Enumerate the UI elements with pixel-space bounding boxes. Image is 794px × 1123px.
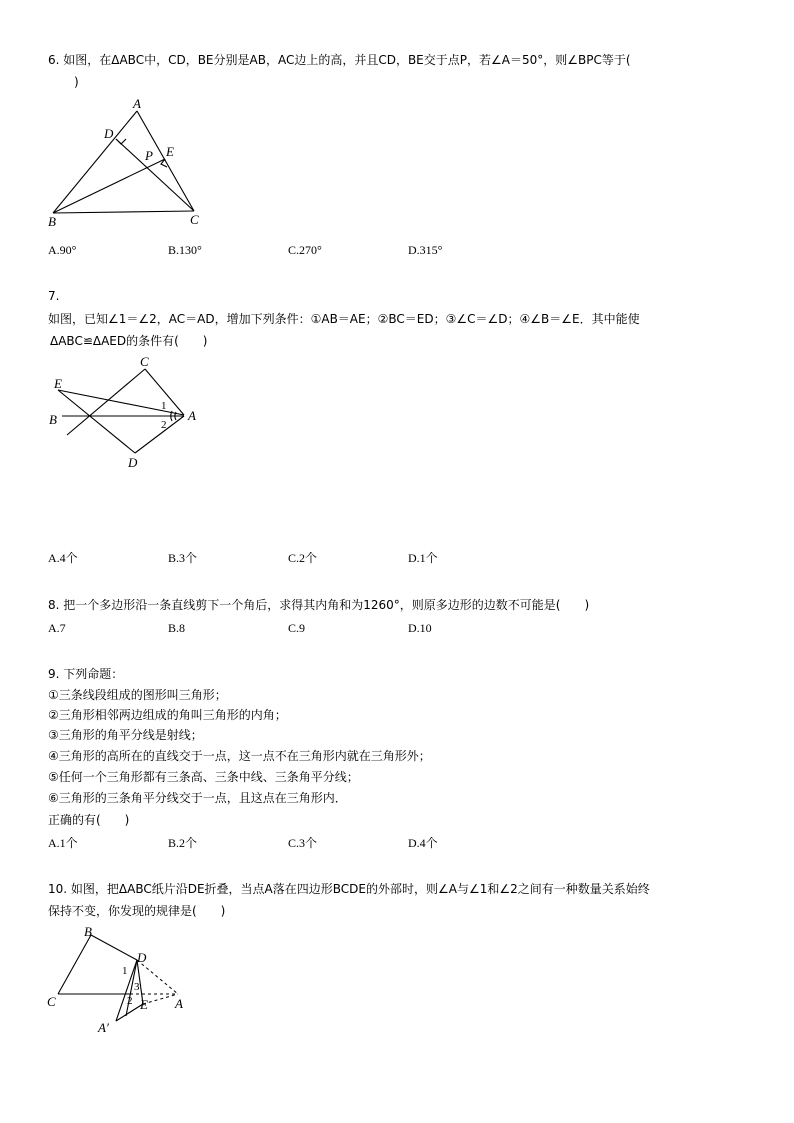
q9-item-1: ①三条线段组成的图形叫三角形； [48, 688, 227, 702]
q9-option-c[interactable]: C.3个 [288, 836, 318, 850]
q9-item-5: ⑤任何一个三角形都有三条高、三条中线、三条角平分线； [48, 770, 359, 784]
q7-angle-1: 1 [161, 400, 167, 412]
q6-label-A: A [133, 96, 141, 111]
q8-option-a[interactable]: A.7 [48, 621, 66, 635]
q7-stem-line2: ΔABC≌ΔAED的条件有( ) [50, 334, 208, 348]
q6-option-b[interactable]: B.130° [168, 243, 202, 257]
q10-label-C: C [47, 994, 56, 1009]
q7-option-a[interactable]: A.4个 [48, 551, 78, 565]
q7-option-d[interactable]: D.1个 [408, 551, 438, 565]
q10-angle-2: 2 [127, 995, 133, 1007]
q7-label-C: C [140, 354, 149, 369]
q10-label-D: D [137, 950, 147, 965]
q6-label-B: B [48, 214, 56, 229]
q10-label-B: B [84, 924, 92, 939]
q7-option-b[interactable]: B.3个 [168, 551, 198, 565]
q7-option-c[interactable]: C.2个 [288, 551, 318, 565]
q6-triangle-figure [42, 96, 222, 231]
q7-stem-line1: 如图，已知∠1＝∠2，AC＝AD，增加下列条件：①AB＝AE；②BC＝ED；③∠C＝∠D；④∠B＝∠E．其中能使 [48, 312, 640, 326]
q9-item-3: ③三角形的角平分线是射线； [48, 728, 203, 742]
q10-stem-line1: 10. 如图，把ΔABC纸片沿DE折叠，当点A落在四边形BCDE的外部时，则∠A与∠1和∠2之间有一种数量关系始终 [48, 882, 650, 896]
q9-item-4: ④三角形的高所在的直线交于一点，这一点不在三角形内就在三角形外； [48, 749, 431, 763]
q6-label-P: P [145, 148, 153, 163]
q7-angle-2: 2 [161, 419, 167, 431]
q9-item-2: ②三角形相邻两边组成的角叫三角形的内角； [48, 708, 287, 722]
q8-option-c[interactable]: C.9 [288, 621, 306, 635]
q6-label-D: D [104, 126, 114, 141]
q10-label-A-prime: A′ [98, 1020, 109, 1035]
q8-option-d[interactable]: D.10 [408, 621, 432, 635]
q9-item-6: ⑥三角形的三条角平分线交于一点，且这点在三角形内． [48, 791, 347, 805]
q9-stem: 9. 下列命题： [48, 667, 124, 681]
q10-angle-1: 1 [122, 965, 128, 977]
q10-label-A: A [175, 996, 183, 1011]
q8-stem: 8. 把一个多边形沿一条直线剪下一个角后，求得其内角和为1260°，则原多边形的边数不可能是( ) [48, 598, 590, 612]
q7-label-E: E [54, 376, 62, 391]
q6-label-C: C [190, 212, 199, 227]
q9-option-b[interactable]: B.2个 [168, 836, 198, 850]
q10-folding-figure [42, 924, 202, 1036]
q6-option-d[interactable]: D.315° [408, 243, 443, 257]
q10-label-E: E [140, 997, 148, 1012]
q9-option-a[interactable]: A.1个 [48, 836, 78, 850]
q6-label-E: E [166, 144, 174, 159]
q7-quadrilateral-figure [44, 352, 214, 472]
q6-option-c[interactable]: C.270° [288, 243, 322, 257]
q7-label-B: B [49, 412, 57, 427]
q8-option-b[interactable]: B.8 [168, 621, 186, 635]
q7-label-A: A [188, 408, 196, 423]
q9-ask: 正确的有( ) [48, 813, 130, 827]
q6-option-a[interactable]: A.90° [48, 243, 77, 257]
q10-stem-line2: 保持不变，你发现的规律是( ) [48, 904, 226, 918]
q6-stem-line2: ) [74, 75, 79, 89]
q9-option-d[interactable]: D.4个 [408, 836, 438, 850]
q10-angle-3: 3 [134, 981, 140, 993]
q7-label-D: D [128, 455, 138, 470]
q6-stem-line1: 6. 如图，在ΔABC中，CD，BE分别是AB，AC边上的高，并且CD，BE交于点P，若∠A＝50°，则∠BPC等于( [48, 53, 631, 67]
q7-number: 7. [48, 289, 60, 303]
